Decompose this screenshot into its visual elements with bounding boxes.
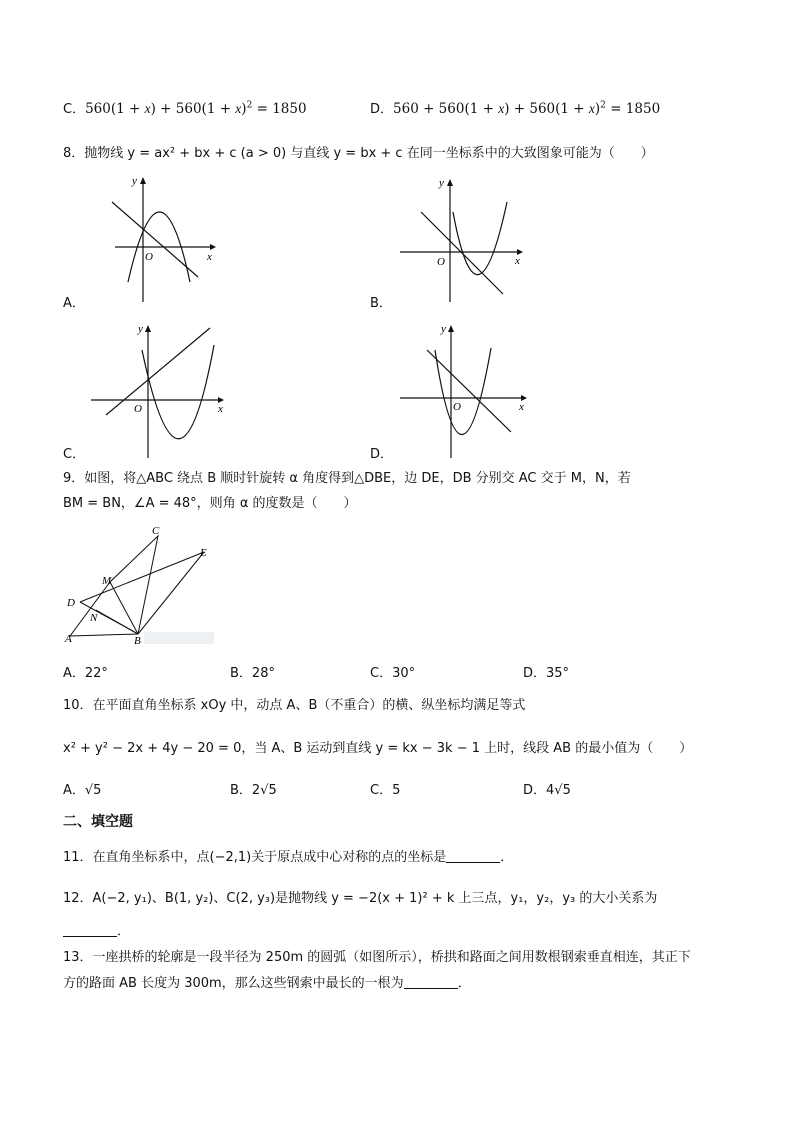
svg-text:C: C — [152, 525, 160, 537]
svg-text:B: B — [134, 635, 141, 645]
q12-answer-blank[interactable] — [63, 924, 117, 937]
q8-graph-c — [88, 320, 228, 460]
q9-option-d: D．35° — [523, 666, 570, 681]
svg-text:y: y — [132, 175, 137, 187]
q9-option-c: C．30° — [370, 666, 416, 681]
q9-option-a: A．22° — [63, 666, 108, 681]
q9-stem-line1: 9．如图，将△ABC 绕点 B 顺时针旋转 α 角度得到△DBE，边 DE，DB 分别交 AC 交于 M，N，若 — [63, 471, 631, 486]
q8-graph-b — [395, 172, 525, 307]
svg-text:M: M — [102, 575, 112, 587]
q7-option-c: C．$560(1 + x) + 560(1 + x)^2 = 1850$ — [63, 100, 307, 117]
q13-line1: 13．一座拱桥的轮廓是一段半径为 250m 的圆弧（如图所示），桥拱和路面之间用数根钢索垂直相连，其正下 — [63, 950, 691, 965]
q12: 12．A(−2, y₁)、B(1, y₂)、C(2, y₃)是抛物线 y = −2(x + 1)² + k 上三点，y₁，y₂，y₃ 的大小关系为 — [63, 891, 658, 906]
svg-text:y: y — [441, 323, 446, 335]
q8-label-a: A． — [63, 296, 85, 311]
q11-answer-blank[interactable] — [446, 850, 500, 863]
q12-answer-line: ． — [63, 920, 130, 939]
q10-option-b: B．2√5 — [230, 783, 277, 798]
q8-label-b: B． — [370, 296, 392, 311]
svg-text:x: x — [207, 251, 212, 263]
q8-graph-a — [110, 172, 220, 307]
q11: 11．在直角坐标系中，点(−2,1)关于原点成中心对称的点的坐标是 ． — [63, 850, 514, 865]
q8-label-c: C． — [63, 447, 86, 462]
q7-option-d: D．$560 + 560(1 + x) + 560(1 + x)^2 = 1850$ — [370, 100, 661, 117]
svg-text:x: x — [519, 401, 524, 413]
svg-text:y: y — [439, 177, 444, 189]
svg-text:O: O — [453, 401, 461, 413]
svg-text:y: y — [138, 323, 143, 335]
q9-option-b: B．28° — [230, 666, 275, 681]
svg-text:x: x — [218, 403, 223, 415]
q10-stem-line1: 10．在平面直角坐标系 xOy 中，动点 A、B（不重合）的横、纵坐标均满足等式 — [63, 698, 526, 713]
q10-option-a: A．√5 — [63, 783, 102, 798]
q13-line2: 方的路面 AB 长度为 300m，那么这些钢索中最长的一根为 ． — [63, 976, 471, 991]
q10-option-d: D．4√5 — [523, 783, 571, 798]
svg-text:O: O — [437, 256, 445, 268]
svg-text:x: x — [515, 255, 520, 267]
svg-text:N: N — [90, 612, 98, 624]
q8-label-d: D． — [370, 447, 394, 462]
q9-figure — [60, 520, 220, 645]
section-title: 二、填空题 — [63, 814, 133, 830]
q9-stem-line2: BM = BN，∠A = 48°，则角 α 的度数是（ ） — [63, 496, 357, 511]
svg-text:D: D — [67, 597, 75, 609]
q13-answer-blank[interactable] — [404, 976, 458, 989]
q8-graph-d — [395, 320, 535, 460]
svg-text:A: A — [65, 633, 72, 645]
svg-text:O: O — [134, 403, 142, 415]
q8-stem: 8．抛物线 y = ax² + bx + c (a > 0) 与直线 y = bx + c 在同一坐标系中的大致图象可能为（ ） — [63, 146, 654, 161]
q10-stem-line2: x² + y² − 2x + 4y − 20 = 0，当 A、B 运动到直线 y = kx − 3k − 1 上时，线段 AB 的最小值为（ ） — [63, 741, 693, 756]
q10-option-c: C．5 — [370, 783, 401, 798]
svg-text:O: O — [145, 251, 153, 263]
svg-text:E: E — [200, 547, 207, 559]
